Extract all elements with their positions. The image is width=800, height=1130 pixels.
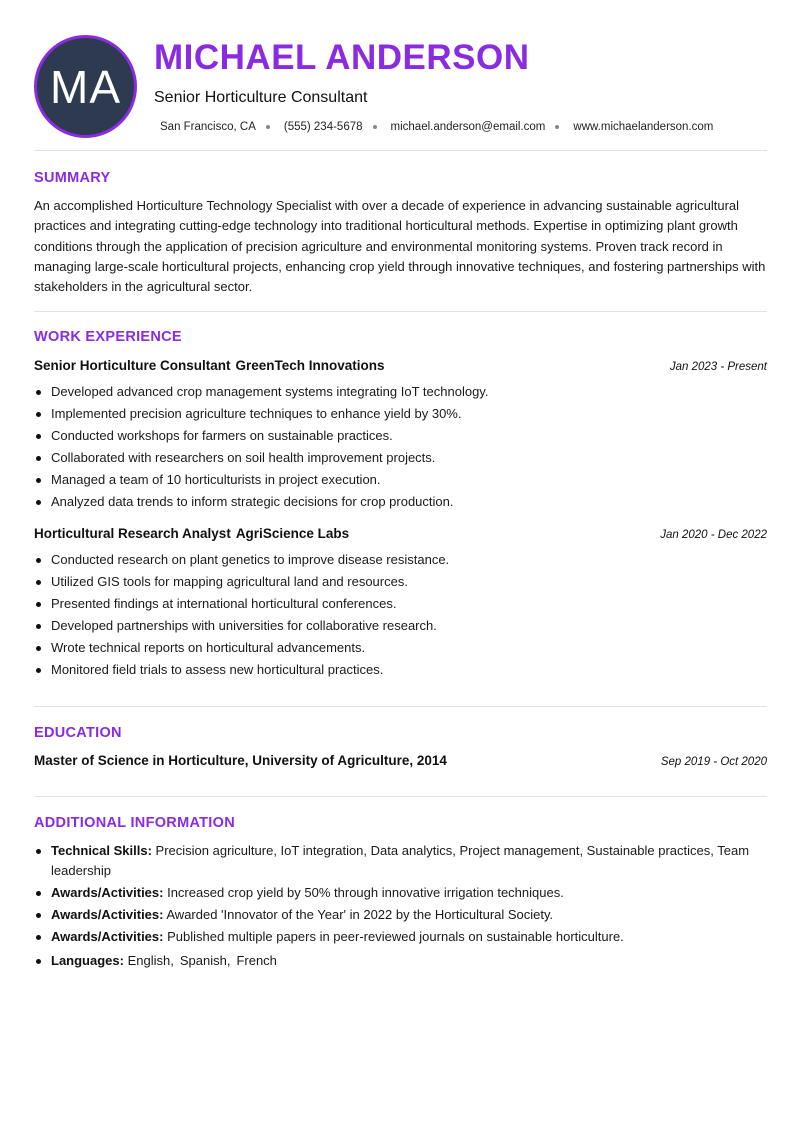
avatar-initials: MA [50, 60, 121, 113]
info-text: Precision agriculture, IoT integration, Data analytics, Project management, Sustainable practices, Team leadership [51, 843, 750, 878]
job-company: AgriScience Labs [235, 526, 350, 541]
list-item: Managed a team of 10 horticulturists in project execution. [51, 469, 767, 491]
job-bullet-list [51, 549, 767, 681]
languages-label: Languages: [51, 953, 124, 968]
contact-website[interactable]: www.michaelanderson.com [573, 121, 714, 133]
list-item: Monitored field trials to assess new horticultural practices. [51, 659, 767, 681]
info-label: Technical Skills: [51, 843, 152, 858]
additional-info-list [51, 841, 767, 973]
job-bullet-list [51, 381, 767, 513]
candidate-name: MICHAEL ANDERSON [154, 38, 530, 77]
job-title [34, 358, 385, 373]
additional-heading: ADDITIONAL INFORMATION [34, 815, 235, 831]
language: Spanish, [179, 953, 231, 968]
job-dates: Jan 2020 - Dec 2022 [660, 529, 767, 541]
education-dates: Sep 2019 - Oct 2020 [660, 756, 767, 768]
list-item: Conducted research on plant genetics to improve disease resistance. [51, 549, 767, 571]
divider [34, 150, 767, 151]
info-text: Increased crop yield by 50% through innovative irrigation techniques. [167, 885, 564, 900]
education-degree: Master of Science in Horticulture, University of Agriculture, 2014 [34, 753, 447, 768]
list-item [51, 883, 767, 903]
list-item: Wrote technical reports on horticultural advancements. [51, 637, 767, 659]
info-label: Awards/Activities: [51, 885, 164, 900]
info-text: Awarded 'Innovator of the Year' in 2022 by the Horticultural Society. [166, 907, 554, 922]
list-item [51, 927, 767, 947]
list-item: Presented findings at international horticultural conferences. [51, 593, 767, 615]
candidate-role: Senior Horticulture Consultant [154, 89, 368, 106]
list-item [51, 905, 767, 925]
language: French [236, 953, 277, 968]
language: English, [127, 953, 174, 968]
contact-email[interactable]: michael.anderson@email.com [390, 121, 546, 133]
job-position: Horticultural Research Analyst [34, 526, 231, 541]
contact-location: San Francisco, CA [160, 121, 256, 133]
languages-item [51, 951, 767, 971]
avatar [34, 35, 137, 138]
job-position: Senior Horticulture Consultant [34, 358, 231, 373]
job-title [34, 526, 349, 541]
job-header [34, 358, 767, 373]
education-entry [34, 753, 767, 768]
info-label: Awards/Activities: [51, 929, 164, 944]
list-item [51, 841, 767, 881]
divider [34, 796, 767, 797]
job-dates: Jan 2023 - Present [669, 361, 767, 373]
list-item: Developed partnerships with universities for collaborative research. [51, 615, 767, 637]
list-item: Conducted workshops for farmers on sustainable practices. [51, 425, 767, 447]
summary-heading: SUMMARY [34, 170, 111, 186]
education-heading: EDUCATION [34, 725, 122, 741]
separator-dot [555, 125, 559, 129]
contact-phone[interactable]: (555) 234-5678 [283, 121, 363, 133]
experience-heading: WORK EXPERIENCE [34, 329, 182, 345]
list-item: Collaborated with researchers on soil health improvement projects. [51, 447, 767, 469]
list-item: Developed advanced crop management systems integrating IoT technology. [51, 381, 767, 403]
job-company: GreenTech Innovations [235, 358, 385, 373]
divider [34, 311, 767, 312]
divider [34, 706, 767, 707]
list-item: Implemented precision agriculture techniques to enhance yield by 30%. [51, 403, 767, 425]
separator-dot [266, 125, 270, 129]
info-label: Awards/Activities: [51, 907, 164, 922]
summary-text: An accomplished Horticulture Technology Specialist with over a decade of experience in advancing sustainable agricultural practices and integrating cutting-edge technology into traditional horticultural methods. Expertise in optimizing plant growth conditions through the application of precision agriculture and environmental monitoring systems. Proven track record in managing large-scale horticultural projects, enhancing crop yield through innovative techniques, and fostering partnerships with stakeholders in the agricultural sector. [34, 198, 766, 295]
info-text: Published multiple papers in peer-reviewed journals on sustainable horticulture. [167, 929, 624, 944]
contact-bar [160, 121, 713, 133]
job-header [34, 526, 767, 541]
list-item: Utilized GIS tools for mapping agricultural land and resources. [51, 571, 767, 593]
separator-dot [373, 125, 377, 129]
list-item: Analyzed data trends to inform strategic decisions for crop production. [51, 491, 767, 513]
